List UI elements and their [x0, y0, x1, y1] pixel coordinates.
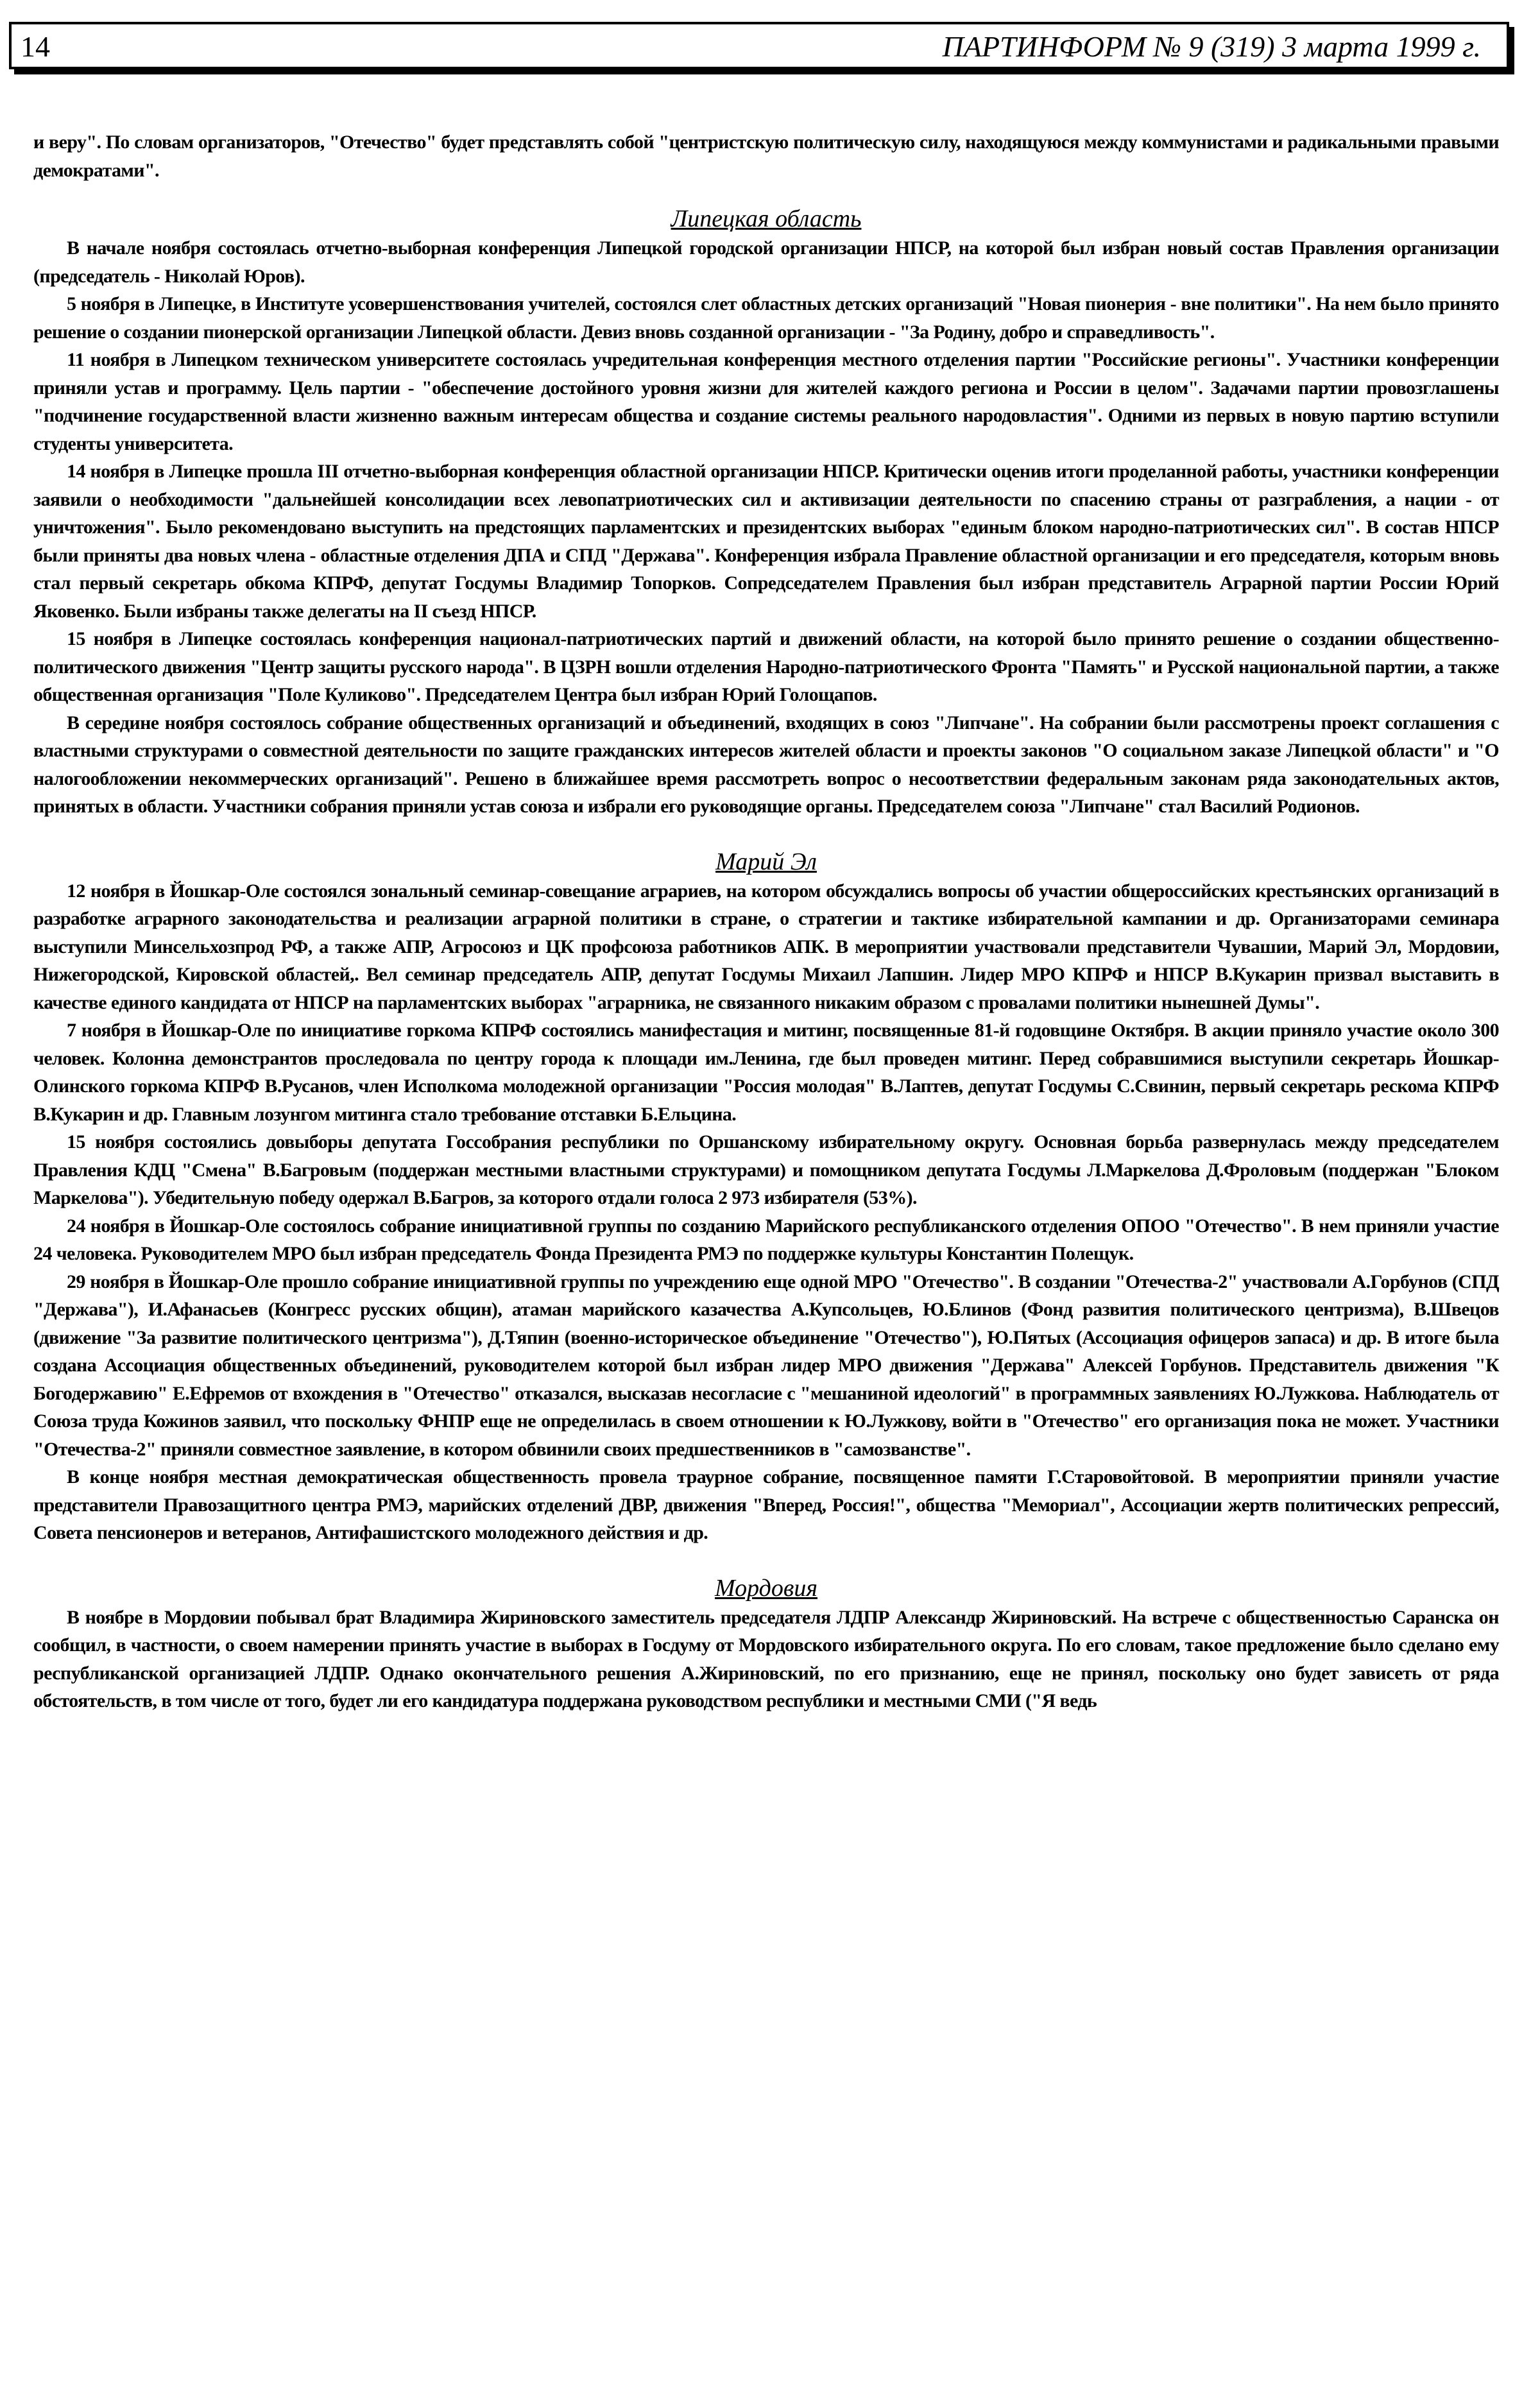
- paragraph: 7 ноября в Йошкар-Оле по инициативе горкома КПРФ состоялись манифестация и митинг, посвященные 81-й годовщине Октября. В акции приняло участие около 300 человек. Колонна демонстрантов проследовала по центру города к площади им.Ленина, где был проведен митинг. Перед собравшимися выступили секретарь Йошкар-Олинского горкома КПРФ В.Русанов, член Исполкома молодежной организации "Россия молодая" В.Лаптев, депутат Госдумы С.Свинин, первый секретарь рескома КПРФ В.Кукарин и др. Главным лозунгом митинга стало требование отставки Б.Ельцина.: [33, 1020, 1499, 1125]
- region-section: [33, 1573, 1499, 1715]
- region-section: [33, 203, 1499, 821]
- paragraph: 12 ноября в Йошкар-Оле состоялся зональный семинар-совещание аграриев, на котором обсуждались вопросы об участии общероссийских крестьянских организаций в разработке аграрного законодательства и реализации аграрной политики в стране, о стратегии и тактике избирательной кампании и др. Организаторами семинара выступили Минсельхозпрод РФ, а также АПР, Агросоюз и ЦК профсоюза работников АПК. В мероприятии участвовали представители Чувашии, Марий Эл, Мордовии, Нижегородской, Кировской областей,. Вел семинар председатель АПР, депутат Госдумы Михаил Лапшин. Лидер МРО КПРФ и НПСР В.Кукарин призвал выставить в качестве единого кандидата от НПСР на парламентских выборах "аграрника, не связанного никаким образом с провалами политики нынешней Думы".: [33, 880, 1499, 1013]
- paragraph: В конце ноября местная демократическая общественность провела траурное собрание, посвященное памяти Г.Старовойтовой. В мероприятии приняли участие представители Правозащитного центра РМЭ, марийских отделений ДВР, движения "Вперед, Россия!", общества "Мемориал", Ассоциации жертв политических репрессий, Совета пенсионеров и ветеранов, Антифашистского молодежного действия и др.: [33, 1466, 1499, 1543]
- paragraph: 15 ноября в Липецке состоялась конференция национал-патриотических партий и движений области, на которой было принято решение о создании общественно-политического движения "Центр защиты русского народа". В ЦЗРН вошли отделения Народно-патриотического Фронта "Память" и Русской национальной партии, а также общественная организация "Поле Куликово". Председателем Центра был избран Юрий Голощапов.: [33, 628, 1499, 705]
- publication-title: ПАРТИНФОРМ № 9 (319) 3 марта 1999 г.: [942, 30, 1481, 63]
- paragraph: В ноябре в Мордовии побывал брат Владимира Жириновского заместитель председателя ЛДПР Александр Жириновский. На встрече с общественностью Саранска он сообщил, в частности, о своем намерении принять участие в выборах в Госдуму от Мордовского избирательного округа. По его словам, такое предложение было сделано ему республиканской организацией ЛДПР. Однако окончательного решения А.Жириновский, по его признанию, еще не принял, поскольку оно будет зависеть от ряда обстоятельств, в том числе от того, будет ли его кандидатура поддержана руководством республики и местными СМИ ("Я ведь: [33, 1606, 1499, 1711]
- region-section: [33, 846, 1499, 1547]
- article-body: [33, 128, 1499, 1715]
- paragraph: 14 ноября в Липецке прошла III отчетно-выборная конференция областной организации НПСР. Критически оценив итоги проделанной работы, участники конференции заявили о необходимости "дальнейшей консолидации всех левопатриотических сил и активизации деятельности по спасению страны от разграбления, а нации - от уничтожения". Было рекомендовано выступить на предстоящих парламентских и президентских выборах "единым блоком народно-патриотических сил". В состав НПСР были приняты два новых члена - областные отделения ДПА и СПД "Держава". Конференция избрала Правление областной организации и его председателя, которым вновь стал первый секретарь обкома КПРФ, депутат Госдумы Владимир Топорков. Сопредседателем Правления был избран представитель Аграрной партии России Юрий Яковенко. Были избраны также делегаты на II съезд НПСР.: [33, 461, 1499, 622]
- paragraph: В середине ноября состоялось собрание общественных организаций и объединений, входящих в союз "Липчане". На собрании были рассмотрены проект соглашения с властными структурами о совместной деятельности по защите гражданских интересов жителей области и проекты законов "О социальном заказе Липецкой области" и "О налогообложении некоммерческих организаций". Решено в ближайшее время рассмотреть вопрос о несоответствии федеральным законам ряда законодательных актов, принятых в области. Участники собрания приняли устав союза и избрали его руководящие органы. Председателем союза "Липчане" стал Василий Родионов.: [33, 712, 1499, 817]
- page-header: [9, 22, 1509, 69]
- page-number: 14: [21, 30, 50, 63]
- paragraph: 5 ноября в Липецке, в Институте усовершенствования учителей, состоялся слет областных детских организаций "Новая пионерия - вне политики". На нем было принято решение о создании пионерской организации Липецкой области. Девиз вновь созданной организации - "За Родину, добро и справедливость".: [33, 293, 1499, 343]
- intro-paragraph: и веру". По словам организаторов, "Отечество" будет представлять собой "центристскую политическую силу, находящуюся между коммунистами и радикальными правыми демократами".: [33, 132, 1499, 181]
- section-heading: Марий Эл: [715, 848, 817, 875]
- paragraph: В начале ноября состоялась отчетно-выборная конференция Липецкой городской организации НПСР, на которой был избран новый состав Правления организации (председатель - Николай Юров).: [33, 237, 1499, 287]
- paragraph: 15 ноября состоялись довыборы депутата Госсобрания республики по Оршанскому избирательному округу. Основная борьба развернулась между председателем Правления КДЦ "Смена" В.Багровым (поддержан местными властными структурами) и помощником депутата Госдумы Л.Маркелова Д.Фроловым (поддержан "Блоком Маркелова"). Убедительную победу одержал В.Багров, за которого отдали голоса 2 973 избирателя (53%).: [33, 1131, 1499, 1208]
- paragraph: 24 ноября в Йошкар-Оле состоялось собрание инициативной группы по созданию Марийского республиканского отделения ОПОО "Отечество". В нем приняли участие 24 человека. Руководителем МРО был избран председатель Фонда Президента РМЭ по поддержке культуры Константин Полещук.: [33, 1215, 1499, 1264]
- section-heading: Липецкая область: [671, 205, 862, 232]
- section-heading: Мордовия: [715, 1574, 817, 1602]
- paragraph: 29 ноября в Йошкар-Оле прошло собрание инициативной группы по учреждению еще одной МРО "Отечество". В создании "Отечества-2" участвовали А.Горбунов (СПД "Держава"), И.Афанасьев (Конгресс русских общин), атаман марийского казачества А.Купсольцев, Ю.Блинов (Фонд развития политического центризма), В.Швецов (движение "За развитие политического центризма"), Д.Тяпин (военно-историческое объединение "Отечество"), Ю.Пятых (Ассоциация офицеров запаса) и др. В итоге была создана Ассоциация общественных объединений, руководителем которой был избран лидер МРО движения "Держава" Алексей Горбунов. Представитель движения "К Богодержавию" Е.Ефремов от вхождения в "Отечество" отказался, высказав несогласие с "мешаниной идеологий" в программных заявлениях Ю.Лужкова. Наблюдатель от Союза труда Кожинов заявил, что поскольку ФНПР еще не определилась в своем отношении к Ю.Лужкову, войти в "Отечество" его организация пока не может. Участники "Отечества-2" приняли совместное заявление, в котором обвинили своих предшественников в "самозванстве".: [33, 1271, 1499, 1460]
- paragraph: 11 ноября в Липецком техническом университете состоялась учредительная конференция местного отделения партии "Российские регионы". Участники конференции приняли устав и программу. Цель партии - "обеспечение достойного уровня жизни для жителей каждого региона и России в целом". Задачами партии провозглашены "подчинение государственной власти жизненно важным интересам общества и создание системы реального народовластия". Одними из первых в новую партию вступили студенты университета.: [33, 349, 1499, 454]
